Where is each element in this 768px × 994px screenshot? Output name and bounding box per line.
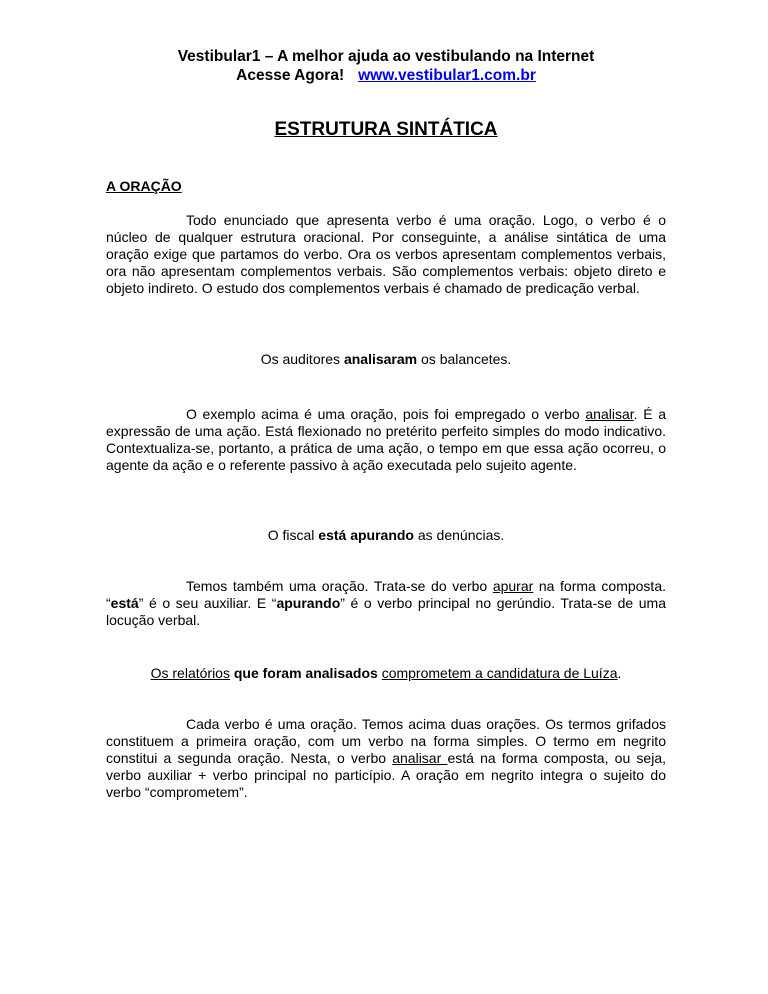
header-access-line xyxy=(66,66,706,85)
paragraph-4-verb: analisar xyxy=(392,750,448,766)
paragraph-2-verb: analisar xyxy=(585,406,634,422)
header-tagline: Vestibular1 – A melhor ajuda ao vestibulando na Internet xyxy=(177,48,595,65)
example-1-verb: analisaram xyxy=(343,351,418,367)
example-1-a: Os auditores xyxy=(260,351,344,367)
example-1-c: os balancetes. xyxy=(417,351,512,367)
example-1 xyxy=(106,351,666,367)
page-title: ESTRUTURA SINTÁTICA xyxy=(274,119,498,140)
paragraph-1 xyxy=(106,212,666,297)
paragraph-4-b: está na forma composta, ou seja, verbo auxiliar + verbo principal no particípio. A oração em negrito integra o sujeito do verbo “comprometem”. xyxy=(106,750,666,800)
example-2-a: O fiscal xyxy=(267,527,319,543)
paragraph-3-aux: está xyxy=(110,595,139,611)
example-3 xyxy=(106,665,666,681)
site-link[interactable]: www.vestibular1.com.br xyxy=(358,67,536,84)
paragraph-1-text: Todo enunciado que apresenta verbo é uma oração. Logo, o verbo é o núcleo de qualquer estrutura oracional. Por conseguinte, a análise sintática de uma oração exige que partamos do verbo. Ora os verbos apresentam complementos verbais, ora não apresentam complementos verbais. São complementos verbais: objeto direto e objeto indireto. O estudo dos complementos verbais é chamado de predicação verbal. xyxy=(106,212,666,296)
paragraph-2 xyxy=(106,406,666,474)
paragraph-3-main: apurando xyxy=(276,595,341,611)
example-2-verb: está apurando xyxy=(318,527,414,543)
header-access-label: Acesse Agora! xyxy=(236,67,345,84)
paragraph-2-b: . É a expressão de uma ação. Está flexionado no pretérito perfeito simples do modo indicativo. Contextualiza-se, portanto, a prática de uma ação, o tempo em que essa ação ocorreu, o agente da ação e o referente passivo à ação executada pelo sujeito agente. xyxy=(106,406,666,473)
paragraph-4 xyxy=(106,716,666,801)
example-2-c: as denúncias. xyxy=(413,527,505,543)
example-3-a: Os relatórios xyxy=(150,665,230,681)
paragraph-3-d: ” é o seu auxiliar. E “ xyxy=(138,595,277,611)
paragraph-3 xyxy=(106,578,666,629)
paragraph-2-a: O exemplo acima é uma oração, pois foi empregado o verbo xyxy=(186,406,586,422)
paragraph-4-a: Cada verbo é uma oração. Temos acima duas orações. Os termos grifados constituem a primeira oração, com um verbo na forma simples. O termo em negrito constitui a segunda oração. Nesta, o verbo xyxy=(106,716,666,766)
example-3-d: . xyxy=(617,665,622,681)
paragraph-3-verb: apurar xyxy=(492,578,534,594)
section-heading: A ORAÇÃO xyxy=(106,178,182,194)
example-3-bold: que foram analisados xyxy=(229,665,382,681)
example-2 xyxy=(106,527,666,543)
example-3-c: comprometem a candidatura de Luíza xyxy=(381,665,618,681)
paragraph-3-f: ” é o verbo principal no gerúndio. Trata-se de uma locução verbal. xyxy=(106,595,666,628)
paragraph-3-b: na forma composta. “ xyxy=(106,578,666,611)
paragraph-3-a: Temos também uma oração. Trata-se do verbo xyxy=(186,578,493,594)
